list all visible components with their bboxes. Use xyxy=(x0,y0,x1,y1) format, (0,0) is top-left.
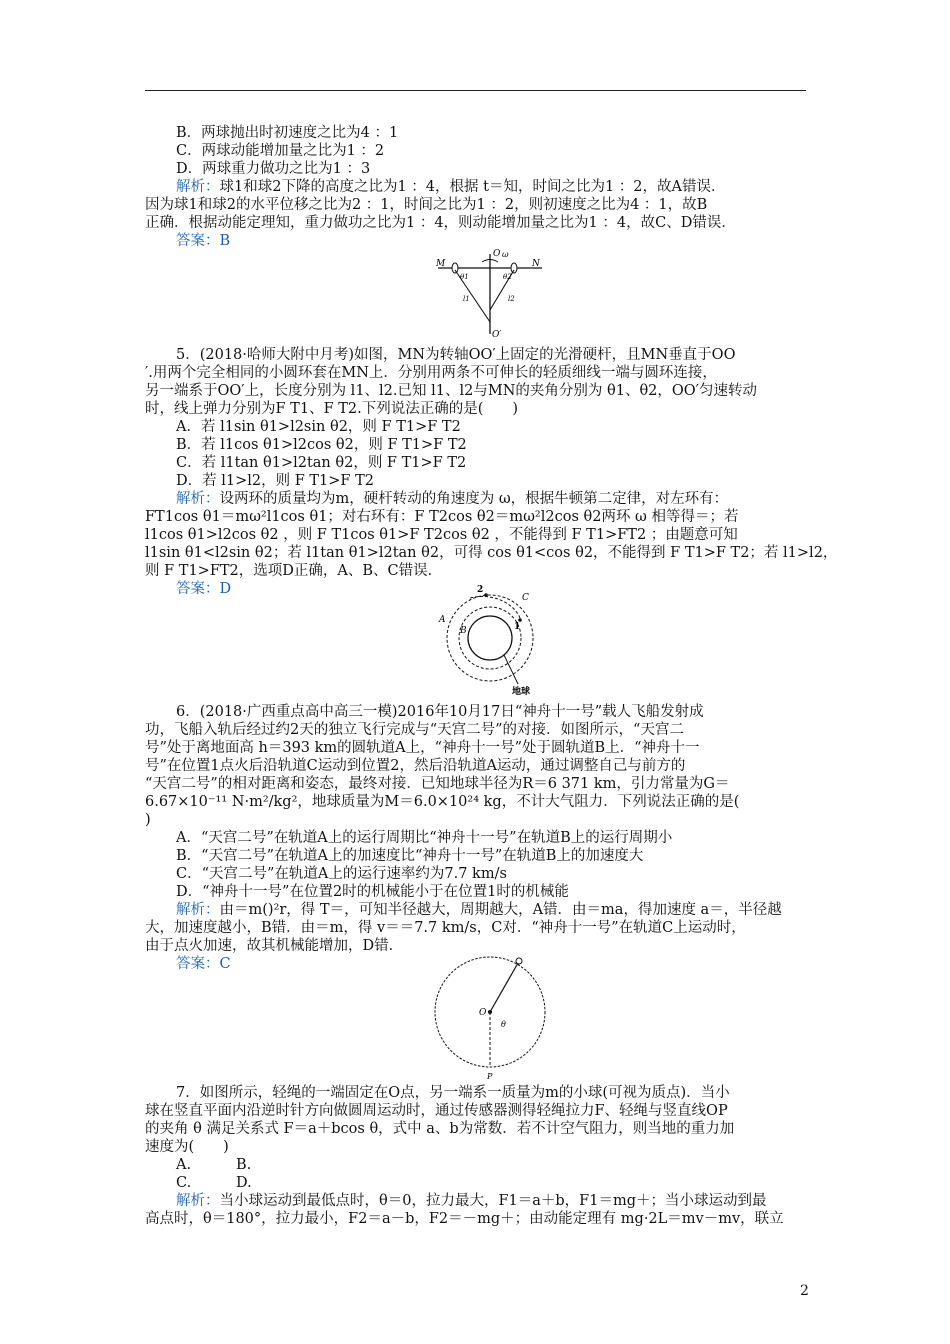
q4-answer: 答案：B xyxy=(176,233,231,249)
q5-stem-line-4: 时，线上弹力分别为F T1、F T2.下列说法正确的是( ) xyxy=(145,401,519,417)
earth-circle xyxy=(468,616,512,660)
label-l1: l1 xyxy=(463,295,470,303)
q5-analysis-line-2: FT1cos θ1＝mω²l1cos θ1；对右环有：F T2cos θ2＝mω²l2cos θ2两环 ω 相等得＝；若 xyxy=(145,509,739,525)
q6-stem-line-2: 功，飞船入轨后经过约2天的独立飞行完成与“天宫二号”的对接．如图所示，“天宫二 xyxy=(145,722,684,738)
label-o: O xyxy=(479,1008,487,1018)
q7-stem-line-1: 7．如图所示，轻绳的一端固定在O点，另一端系一质量为m的小球(可视为质点)．当小 xyxy=(176,1085,730,1101)
q6-stem-line-4: 号”在位置1点火后沿轨道C运动到位置2，然后沿轨道A运动，通过调整自己与前方的 xyxy=(145,758,686,774)
q5-analysis-line-4: l1sin θ1<l2sin θ2；若 l1tan θ1>l2tan θ2，可得 cos θ1<cos θ2，不能得到 F T1>F T2；若 l1>l2， xyxy=(145,545,838,561)
q6-option-b: B．“天宫二号”在轨道A上的加速度比“神舟十一号”在轨道B上的加速度大 xyxy=(176,848,644,864)
label-theta1: θ1 xyxy=(460,273,469,281)
label-b: B xyxy=(460,626,467,636)
label-m: M xyxy=(436,259,446,269)
figure-orbits xyxy=(430,580,560,700)
q6-option-c: C．“天宫二号”在轨道A上的运行速率约为7.7 km/s xyxy=(176,866,507,882)
q4-analysis-line-1: 解析：球1和球2下降的高度之比为1 ：4，根据 t＝知，时间之比为1 ：2，故A错误． xyxy=(176,179,726,195)
q4-option-b: B．两球抛出时初速度之比为4 ：1 xyxy=(176,125,399,141)
ring-right xyxy=(511,263,517,273)
label-theta: θ xyxy=(501,1020,506,1029)
q6-option-d: D．“神舟十一号”在位置2时的机械能小于在位置1时的机械能 xyxy=(176,884,569,900)
q7-option-d: D. xyxy=(236,1175,252,1191)
position-2-dot xyxy=(484,593,488,597)
label-a: A xyxy=(439,615,446,625)
ring-left xyxy=(452,263,458,273)
label-earth: 地球 xyxy=(512,687,531,697)
q5-option-b: B．若 l1cos θ1>l2cos θ2，则 F T1>F T2 xyxy=(176,437,467,453)
q6-analysis-line-2: 大，加速度越小，B错．由＝m，得 v＝＝7.7 km/s，C对．“神舟十一号”在轨道C上运动时， xyxy=(145,920,746,936)
q6-stem-line-7: ) xyxy=(145,812,151,828)
label-c: C xyxy=(522,593,529,603)
label-1: 1 xyxy=(514,622,521,632)
label-omega: ω xyxy=(502,250,509,259)
q6-stem-line-6: 6.67×10⁻¹¹ N·m²/kg²，地球质量为M＝6.0×10²⁴ kg，不计大气阻力．下列说法正确的是( xyxy=(145,794,740,810)
figure-vertical-circle xyxy=(430,955,555,1083)
q7-option-c: C. xyxy=(176,1175,192,1191)
q5-analysis-line-3: l1cos θ1>l2cos θ2 ，则 F T1cos θ1>F T2cos θ2 ，不能得到 F T1>FT2 ；由题意可知 xyxy=(145,527,738,543)
q6-stem-line-5: “天宫二号”的相对距离和姿态，最终对接．已知地球半径为R＝6 371 km，引力常量为G＝ xyxy=(145,776,730,792)
analysis-label: 解析： xyxy=(176,491,220,507)
q4-option-d: D．两球重力做功之比为1 ：3 xyxy=(176,161,371,177)
label-theta2: θ2 xyxy=(503,273,512,281)
rope xyxy=(490,963,518,1012)
q5-option-a: A．若 l1sin θ1>l2sin θ2，则 F T1>F T2 xyxy=(176,419,461,435)
figure-rotating-rod xyxy=(430,246,550,341)
q5-stem-line-2: ′.用两个完全相同的小圆环套在MN上．分别用两条不可伸长的轻质细线一端与圆环连接， xyxy=(145,365,717,381)
q5-answer: 答案：D xyxy=(176,581,232,597)
label-o-prime: O′ xyxy=(492,330,502,340)
label-o: O xyxy=(493,249,501,259)
q5-option-d: D．若 l1>l2，则 F T1>F T2 xyxy=(176,473,375,489)
label-n: N xyxy=(532,259,540,269)
q7-analysis-line-2: 高点时，θ＝180°，拉力最小，F2＝a－b，F2＝－mg＋；由动能定理有 mg·2L＝mv－mv，联立 xyxy=(145,1211,784,1227)
label-2: 2 xyxy=(477,585,484,595)
q6-answer: 答案：C xyxy=(176,956,231,972)
q6-stem-line-1: 6．(2018·广西重点高中高三一模)2016年10月17日“神舟十一号”载人飞船发射成 xyxy=(176,704,704,720)
analysis-label: 解析： xyxy=(176,179,220,195)
label-l2: l2 xyxy=(508,295,515,303)
pivot-o xyxy=(488,1010,492,1014)
q7-stem-line-3: 的夹角 θ 满足关系式 F＝a＋bcos θ，式中 a、b为常数．若不计空气阻力，则当地的重力加 xyxy=(145,1121,735,1137)
q7-stem-line-4: 速度为( ) xyxy=(145,1139,229,1155)
q7-option-b: B. xyxy=(236,1157,252,1173)
header-rule xyxy=(145,90,806,91)
q4-option-c: C．两球动能增加量之比为1 ：2 xyxy=(176,143,385,159)
earth-pointer xyxy=(504,655,518,684)
analysis-label: 解析： xyxy=(176,1193,220,1209)
page-number: 2 xyxy=(800,1283,809,1299)
q5-stem-line-1: 5．(2018·哈师大附中月考)如图，MN为转轴OO′上固定的光滑硬杆，且MN垂直于OO xyxy=(176,347,736,363)
q4-analysis-line-3: 正确．根据动能定理知，重力做功之比为1 ：4，则动能增加量之比为1 ：4，故C、D错误． xyxy=(145,215,736,231)
q7-analysis-line-1: 解析：当小球运动到最低点时，θ＝0，拉力最大，F1＝a＋b，F1＝mg＋；当小球运动到最 xyxy=(176,1193,767,1209)
q5-analysis-line-1: 解析：设两环的质量均为m，硬杆转动的角速度为 ω，根据牛顿第二定律，对左环有： xyxy=(176,491,729,507)
q6-option-a: A．“天宫二号”在轨道A上的运行周期比“神舟十一号”在轨道B上的运行周期小 xyxy=(176,830,673,846)
q5-analysis-line-5: 则 F T1>FT2，选项D正确，A、B、C错误． xyxy=(145,563,443,579)
q4-analysis-line-2: 因为球1和球2的水平位移之比为2 ：1，时间之比为1 ：2，则初速度之比为4 ：1，故B xyxy=(145,197,708,213)
ball xyxy=(516,958,522,964)
q6-stem-line-3: 号”处于离地面高 h＝393 km的圆轨道A上，“神舟十一号”处于圆轨道B上．“神舟十一 xyxy=(145,740,700,756)
label-p: P xyxy=(487,1072,493,1081)
q5-stem-line-3: 另一端系于OO′上，长度分别为 l1、l2.已知 l1、l2与MN的夹角分别为 θ1、θ2，OO′匀速转动 xyxy=(145,383,757,399)
q6-analysis-line-3: 由于点火加速，故其机械能增加，D错． xyxy=(145,938,404,954)
analysis-label: 解析： xyxy=(176,902,220,918)
q7-stem-line-2: 球在竖直平面内沿逆时针方向做圆周运动时，通过传感器测得轻绳拉力F、轻绳与竖直线OP xyxy=(145,1103,728,1119)
q7-option-a: A. xyxy=(176,1157,192,1173)
q6-analysis-line-1: 解析：由＝m()²r，得 T＝，可知半径越大，周期越大，A错．由＝ma，得加速度 a＝，半径越 xyxy=(176,902,782,918)
q5-option-c: C．若 l1tan θ1>l2tan θ2，则 F T1>F T2 xyxy=(176,455,467,471)
